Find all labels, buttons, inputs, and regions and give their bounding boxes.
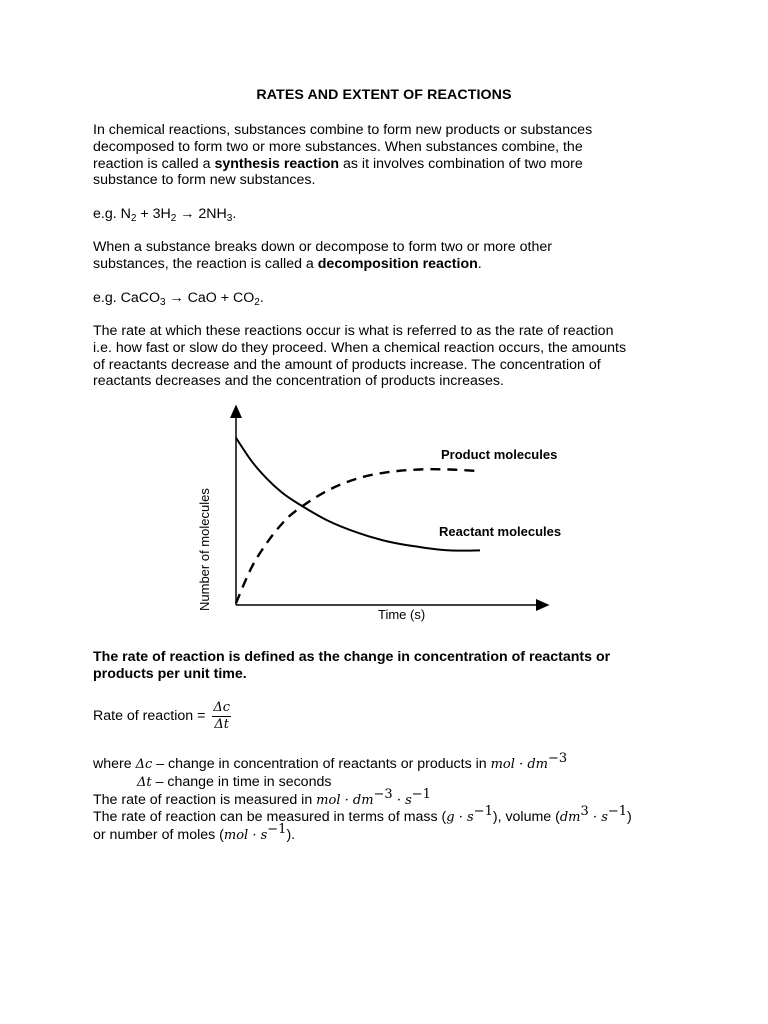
delta-c-symbol: Δc: [135, 757, 153, 772]
volume-unit: · s: [588, 810, 608, 826]
definition-line: products per unit time.: [93, 665, 247, 682]
intro-text: as it involves combination of two more: [339, 155, 583, 172]
where-prefix: where: [93, 756, 136, 772]
intro-line: In chemical reactions, substances combine to form new products or substances: [93, 122, 593, 138]
mass-unit: g · s: [446, 810, 474, 826]
terms-text: or number of moles (: [93, 827, 224, 844]
measured-unit: mol · dm: [316, 792, 374, 808]
definition-line: The rate of reaction is defined as the change in concentration of reactants or: [93, 649, 611, 665]
rate-line: i.e. how fast or slow do they proceed. When a chemical reaction occurs, the amounts: [93, 339, 627, 356]
intro-paragraph: [93, 122, 683, 189]
volume-exponent: −1: [607, 804, 628, 820]
delta-t-text: – change in time in seconds: [151, 773, 332, 790]
decomposition-paragraph: [93, 239, 683, 273]
rate-formula: [93, 700, 683, 733]
where-line: [93, 751, 703, 774]
x-axis-label: Time (s): [378, 607, 426, 622]
decomposition-term: decomposition reaction: [317, 255, 478, 272]
reactant-molecules-label: Reactant molecules: [439, 524, 562, 539]
mole-unit: mol · s: [223, 828, 268, 844]
measured-exponent: −1: [411, 786, 431, 802]
intro-text: reaction is called a: [93, 155, 215, 172]
formula-numerator: Δc: [213, 700, 231, 715]
measured-exponent: −3: [373, 786, 393, 802]
rate-paragraph: [93, 323, 683, 390]
rate-line: reactants decreases and the concentration of products increases.: [93, 373, 504, 390]
decomposition-line: [93, 256, 683, 273]
reaction-rate-chart: [0, 396, 768, 636]
delta-c-text: – change in concentration of reactants or products in: [152, 756, 491, 772]
synthesis-term: synthesis reaction: [214, 155, 340, 172]
terms-text: ).: [286, 827, 296, 844]
terms-text: The rate of reaction can be measured in terms of mass (: [93, 809, 447, 826]
volume-unit: dm: [559, 810, 581, 826]
mole-exponent: −1: [267, 822, 287, 838]
intro-line: substance to form new substances.: [93, 172, 316, 189]
terms-line: [93, 822, 703, 845]
rate-line: of reactants decrease and the amount of products increase. The concentration of: [93, 356, 601, 373]
delta-c-unit: mol · dm: [490, 757, 548, 772]
mass-exponent: −1: [473, 804, 493, 820]
formula-fraction: [212, 700, 231, 733]
terms-line: [93, 804, 703, 827]
definition-paragraph: [93, 649, 683, 683]
definitions-block: [93, 751, 703, 845]
formula-label: Rate of reaction =: [93, 708, 206, 725]
volume-exponent: 3: [580, 804, 589, 820]
terms-text: ), volume (: [492, 809, 560, 826]
formula-denominator: Δt: [214, 717, 229, 732]
decomposition-line: When a substance breaks down or decompose to form two or more other: [93, 239, 552, 255]
terms-text: ): [627, 809, 632, 826]
delta-t-line: [93, 774, 703, 792]
intro-line: [93, 156, 683, 173]
decomposition-text: .: [477, 255, 482, 272]
decomposition-example: e.g. CaCO$_3$ → CaO + $CO_2$.: [93, 290, 264, 308]
synthesis-example: e.g. $N_2 + 3H_2 \to 2NH_3$.: [93, 206, 237, 224]
measured-unit: · s: [392, 792, 412, 808]
delta-t-symbol: Δt: [137, 774, 152, 790]
document-title: RATES AND EXTENT OF REACTIONS: [256, 87, 512, 103]
y-axis-label: Number of molecules: [197, 488, 212, 611]
decomposition-text: substances, the reaction is called a: [93, 255, 318, 272]
measured-text: The rate of reaction is measured in: [93, 791, 317, 808]
intro-line: decomposed to form two or more substances. When substances combine, the: [93, 138, 583, 155]
delta-c-exponent: −3: [547, 751, 568, 766]
rate-line: The rate at which these reactions occur is what is referred to as the rate of reaction: [93, 323, 614, 339]
product-molecules-label: Product molecules: [441, 447, 558, 462]
